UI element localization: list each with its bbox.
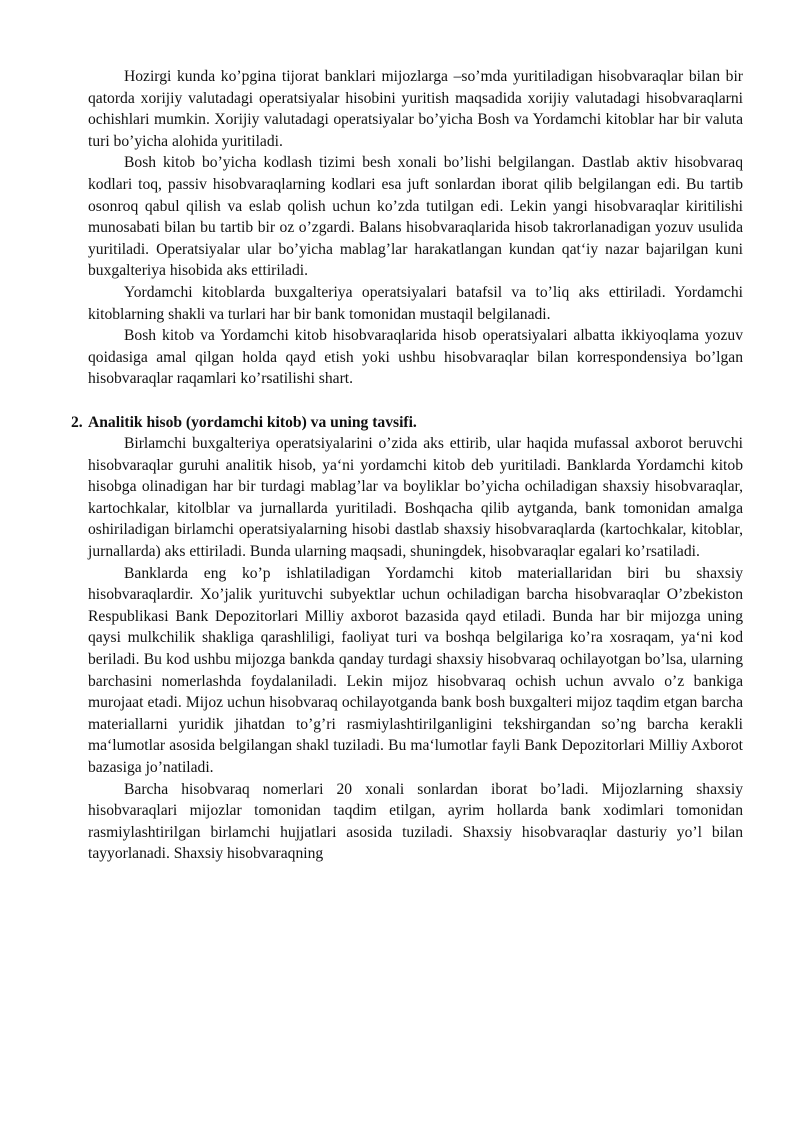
paragraph-spacer [88, 390, 743, 412]
paragraph-subsidiary-ledgers: Yordamchi kitoblarda buxgalteriya operatsiyalari batafsil va to’liq aks ettiriladi. Yordamchi kitoblarning shakli va turlari har bir bank tomonidan mustaqil belgilanadi. [88, 283, 743, 323]
paragraph-general-ledger-coding: Bosh kitob bo’yicha kodlash tizimi besh xonali bo’lishi belgilangan. Dastlab aktiv hisobvaraq kodlari toq, passiv hisobvaraqlarning kodlari esa juft sonlardan iborat qilib belgilangan edi. Bu tartib osonroq qabul qilish va eslab qolish uchun ko’zda tutilgan edi. Lekin yangi hisobvaraqlar kiritilishi munosabati bilan bu tartib bir oz o’zgardi. Balans hisobvaraqlarida hisob takrorlanadigan yozuv usulida yuritiladi. Operatsiyalar ular bo’yicha mablag’lar harakatlangan kundan qat‘iy nazar bajarilgan kuni buxgalteriya hisobida aks ettiriladi. [88, 154, 743, 280]
document-page [71, 66, 743, 865]
paragraph-double-entry-rule: Bosh kitob va Yordamchi kitob hisobvaraqlarida hisob operatsiyalari albatta ikkiyoqlama yozuv qoidasiga amal qilgan holda qayd etish yoki ushbu hisobvaraqlar bilan korrespondensiya bo’lgan hisobvaraqlar raqamlari ko’rsatilishi shart. [88, 327, 743, 388]
paragraph-foreign-currency-accounts: Hozirgi kunda ko’pgina tijorat banklari mijozlarga –so’mda yuritiladigan hisobvaraqlar bilan bir qatorda xorijiy valutadagi operatsiyalar hisobini yuritish maqsadida xorijiy valutadagi hisobvaraqlarni ochishlari mumkin. Xorijiy valutadagi operatsiyalar bo’yicha Bosh va Yordamchi kitoblar har bir valuta turi bo’yicha alohida yuritiladi. [88, 68, 743, 150]
paragraph-account-numbers: Barcha hisobvaraq nomerlari 20 xonali sonlardan iborat bo’ladi. Mijozlarning shaxsiy hisobvaraqlari mijozlar tomonidan taqdim etilgan, ayrim hollarda bank xodimlari tomonidan rasmiylashtirilgan birlamchi hujjatlari asosida tuziladi. Shaxsiy hisobvaraqlar dasturiy yo’l bilan tayyorlanadi. Shaxsiy hisobvaraqning [88, 780, 743, 863]
section-heading [71, 412, 743, 434]
section-title: Analitik hisob (yordamchi kitob) va uning tavsifi. [88, 413, 417, 431]
section-number: 2. [71, 413, 83, 431]
paragraph-analytic-accounting: Birlamchi buxgalteriya operatsiyalarini o’zida aks ettirib, ular haqida mufassal axborot beruvchi hisobvaraqlar guruhi analitik hisob, ya‘ni yordamchi kitob deb yuritiladi. Banklarda Yordamchi kitob hisobga olinadigan har bir turdagi mablag’lar va boyliklar bo’yicha ochiladigan shaxsiy hisobvaraqlar, kartochkalar, kitolblar va jurnallarda yuritiladi. Boshqacha qilib aytganda, bank tomonidan amalga oshiriladigan birlamchi operatsiyalarning hisobi dastlab shaxsiy hisobvaraqlarda (kartochkalar, kitoblar, jurnallarda) aks ettiriladi. Bunda ularning maqsadi, shuningdek, hisobvaraqlar egalari ko’rsatiladi. [88, 435, 743, 561]
paragraph-personal-accounts: Banklarda eng ko’p ishlatiladigan Yordamchi kitob materiallaridan biri bu shaxsiy hisobvaraqlardir. Xo’jalik yurituvchi subyektlar uchun ochiladigan barcha hisobvaraqlar O’zbekiston Respublikasi Bank Depozitorlari Milliy axborot bazasida qayd etiladi. Bunda har bir mijozga uning qaysi mulkchilik shakliga qarashliligi, faoliyat turi va boshqa belgilariga ko’ra xosraqam, ya‘ni kod beriladi. Bu kod ushbu mijozga bankda qanday turdagi shaxsiy hisobvaraq ochilayotgan bo’lsa, ularning barchasini nomerlashda foydalaniladi. Lekin mijoz hisobvaraq ochish uchun avvalo o’z bankiga murojaat etadi. Mijoz uchun hisobvaraq ochilayotganda bank bosh buxgalteri mijoz taqdim etgan barcha materiallarni yuridik jihatdan to’g’ri rasmiylashtirilganligini tekshirgandan so’ng barcha kerakli ma‘lumotlar asosida belgilangan shakl tuziladi. Bu ma‘lumotlar fayli Bank Depozitorlari Milliy Axborot bazasiga jo’natiladi. [88, 564, 743, 776]
